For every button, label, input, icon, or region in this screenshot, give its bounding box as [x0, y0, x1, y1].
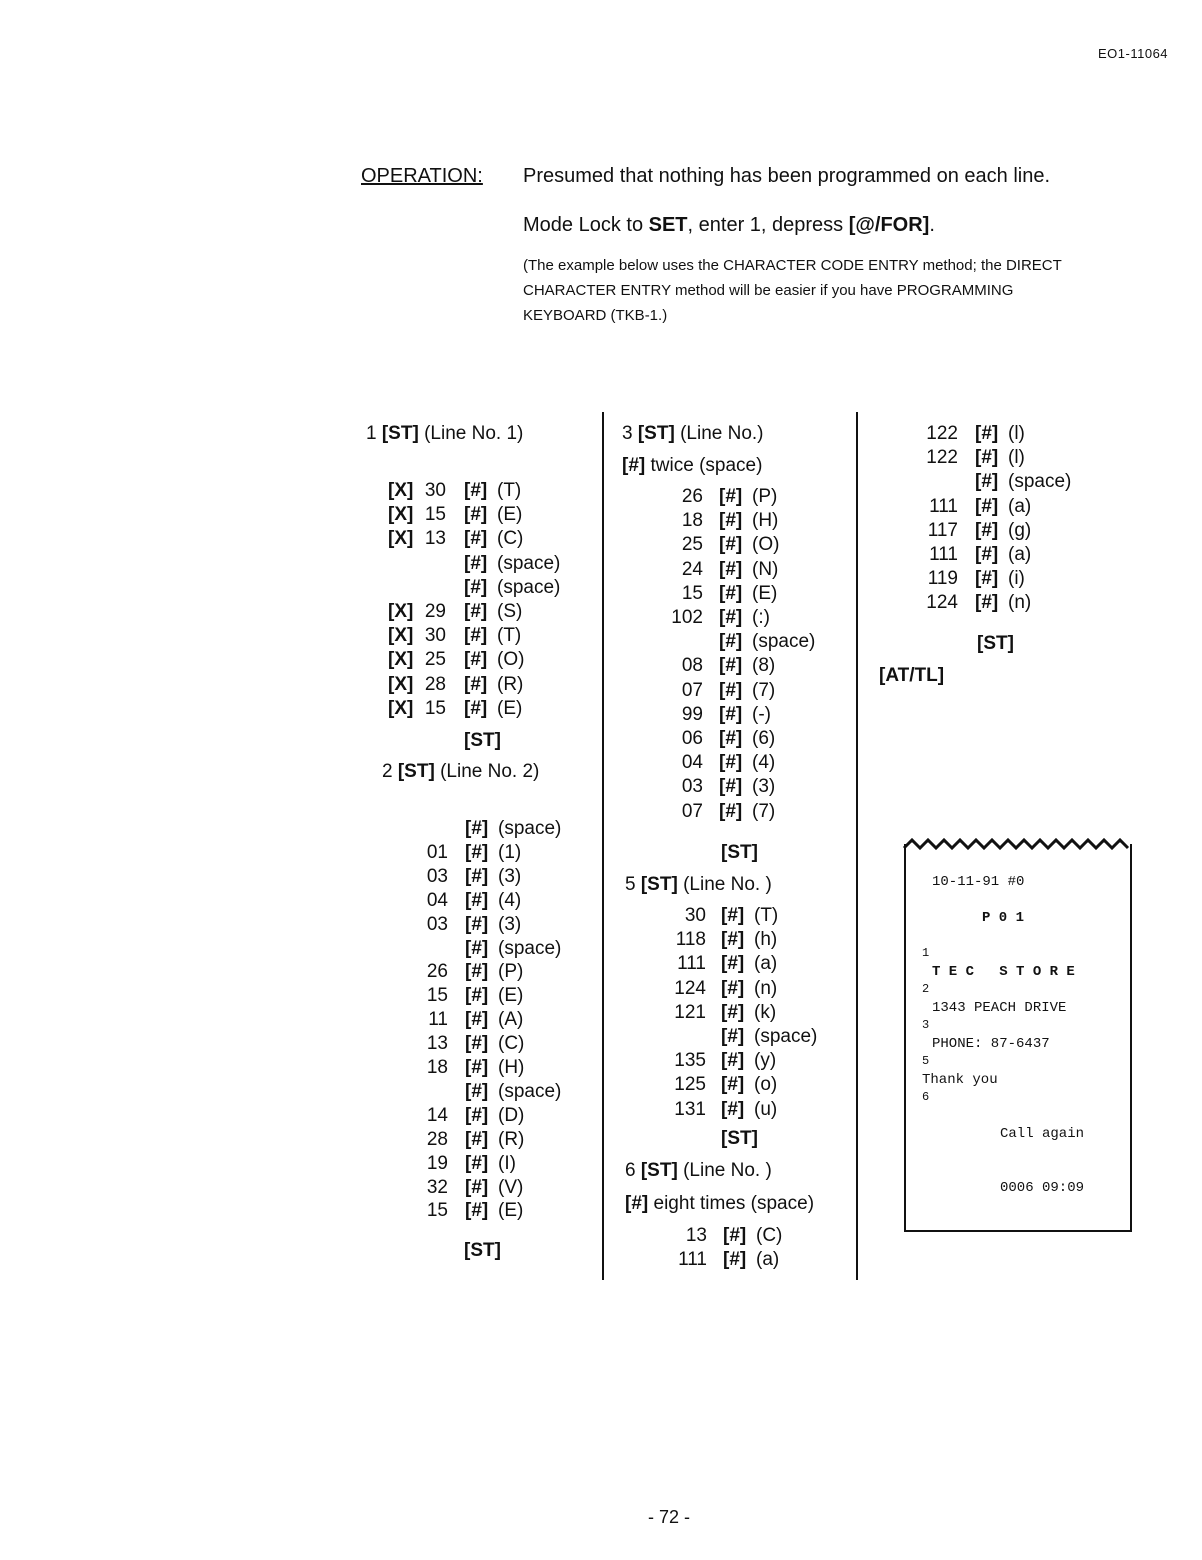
character-code: 25 — [424, 649, 446, 671]
character-code: 99 — [681, 703, 703, 725]
line-number: 3 — [622, 423, 633, 444]
character-code: 24 — [681, 558, 703, 580]
hash-key: [#] — [465, 1080, 489, 1102]
st-key: [ST] — [640, 874, 678, 895]
character-code: 131 — [674, 1098, 706, 1120]
character-code: 117 — [927, 519, 958, 541]
entry-row — [0, 1128, 525, 1152]
character-code: 28 — [426, 1128, 448, 1150]
character-code: 111 — [929, 495, 958, 517]
x-key: [X] — [388, 504, 414, 526]
hash-key: [#] — [465, 937, 489, 959]
character-code: 01 — [426, 841, 448, 863]
hash-key: [#] — [719, 510, 743, 532]
entry-row — [0, 1224, 783, 1248]
character-code: 03 — [426, 913, 448, 935]
character-code: 32 — [426, 1176, 448, 1198]
character-value: (l) — [1008, 447, 1025, 469]
at-tl-key: [AT/TL] — [879, 665, 945, 686]
character-value: (R) — [497, 673, 524, 695]
hash-key: [#] — [465, 865, 489, 887]
character-code: 15 — [424, 697, 446, 719]
character-value: (o) — [754, 1074, 778, 1096]
character-value: (6) — [752, 728, 776, 749]
character-value: (E) — [752, 582, 778, 604]
x-key: [X] — [388, 480, 414, 501]
character-value: (7) — [752, 679, 776, 701]
hash-key: [#] — [719, 703, 743, 725]
mode-instruction — [523, 214, 935, 237]
receipt-line-number: 1 — [922, 946, 930, 960]
character-value: (1) — [498, 841, 522, 863]
character-value: (4) — [498, 889, 522, 911]
mode-mid: , enter 1, depress — [687, 214, 849, 236]
character-value: (E) — [498, 985, 524, 1007]
character-value: (8) — [752, 655, 776, 677]
character-value: (R) — [498, 1128, 525, 1150]
eight-times-instruction — [625, 1192, 814, 1216]
character-code: 04 — [426, 889, 448, 911]
character-value: (4) — [752, 752, 776, 774]
hash-key: [#] — [465, 1033, 489, 1055]
character-value: (space) — [498, 937, 562, 959]
hash-key: [#] — [464, 649, 488, 671]
hash-key: [#] — [465, 913, 489, 935]
hash-key: [#] — [721, 953, 745, 975]
character-value: (g) — [1008, 519, 1032, 541]
hash-key: [#] — [719, 655, 743, 677]
character-value: (h) — [754, 929, 778, 951]
entry-row — [0, 1176, 524, 1200]
hash-key: [#] — [975, 568, 999, 590]
hash-key: [#] — [975, 495, 999, 517]
receipt-store: T E C S T O R E — [932, 964, 1075, 980]
receipt — [904, 844, 1132, 1232]
character-code: 18 — [681, 510, 703, 532]
character-code: 06 — [681, 728, 703, 749]
character-code: 15 — [681, 582, 703, 604]
character-code: 28 — [424, 673, 446, 695]
hash-key: [#] — [719, 679, 743, 701]
hash-key: [#] — [975, 592, 999, 614]
character-value: (S) — [497, 601, 523, 622]
character-code: 15 — [426, 1200, 448, 1222]
character-value: (a) — [756, 1249, 780, 1270]
hash-key: [#] — [719, 776, 743, 798]
character-value: (a) — [1008, 544, 1032, 565]
line1-header — [366, 422, 523, 446]
line2-header — [382, 760, 539, 784]
hash-key: [#] — [465, 961, 489, 983]
hash-key: [#] — [975, 519, 999, 541]
character-value: (7) — [752, 800, 776, 822]
character-value: (k) — [754, 1001, 777, 1023]
operation-text: Presumed that nothing has been programmed on each line. — [523, 165, 1051, 187]
hash-key: [#] — [721, 929, 745, 951]
hash-key: [#] — [464, 697, 488, 719]
method-note — [523, 253, 1123, 328]
x-key: [X] — [388, 528, 414, 550]
hash-key: [#] — [465, 841, 489, 863]
character-code: 26 — [681, 486, 703, 507]
hash-key: [#] — [719, 607, 743, 628]
receipt-line-number: 2 — [922, 982, 930, 996]
hash-key: [#] — [721, 1074, 745, 1096]
hash-key: [#] — [721, 1050, 745, 1072]
hash-key: [#] — [719, 752, 743, 774]
character-value: (T) — [497, 625, 522, 647]
hash-key: [#] — [465, 1176, 489, 1198]
character-value: (P) — [752, 486, 778, 507]
character-value: (T) — [497, 480, 522, 501]
document-id: EO1-11064 — [1098, 46, 1169, 61]
line-number: 1 — [366, 423, 377, 444]
character-code: 124 — [926, 592, 958, 614]
character-value: (C) — [756, 1225, 783, 1246]
line5-header — [625, 873, 772, 897]
character-value: (space) — [752, 631, 816, 653]
character-code: 135 — [674, 1050, 706, 1072]
line-number: 5 — [625, 874, 636, 895]
hash-key: [#] — [719, 558, 743, 580]
character-value: (P) — [498, 961, 524, 983]
note-line: KEYBOARD (TKB-1.) — [523, 307, 668, 324]
character-code: 111 — [929, 544, 958, 565]
character-value: (l) — [1008, 423, 1025, 444]
character-value: (T) — [754, 905, 779, 926]
column-divider — [602, 412, 604, 1280]
hash-key: [#] — [723, 1225, 747, 1246]
twice-instruction — [622, 454, 762, 478]
character-code: 13 — [426, 1033, 448, 1055]
entry-row — [0, 1199, 524, 1223]
character-code: 26 — [426, 961, 448, 983]
hash-key: [#] — [723, 1249, 747, 1270]
receipt-address: 1343 PEACH DRIVE — [932, 1000, 1067, 1016]
entry-row — [0, 841, 522, 865]
x-key: [X] — [388, 697, 414, 719]
character-code: 03 — [681, 776, 703, 798]
hash-key: [#] — [465, 1104, 489, 1126]
character-value: (space) — [1008, 471, 1072, 493]
character-value: (D) — [498, 1104, 525, 1126]
st-key: [ST] — [464, 1240, 501, 1261]
hash-key: [#] — [465, 1009, 489, 1031]
column-divider — [856, 412, 858, 1280]
st-key: [ST] — [721, 1128, 758, 1149]
character-value: (C) — [497, 528, 524, 550]
hash-key: [#] — [465, 985, 489, 1007]
page-number: - 72 - — [648, 1507, 691, 1527]
hash-key: [#] — [719, 631, 743, 653]
hash-key: [#] — [719, 728, 743, 749]
hash-key: [#] — [622, 455, 646, 476]
character-code: 111 — [677, 953, 706, 975]
character-code: 13 — [685, 1225, 707, 1246]
mode-set: SET — [648, 214, 688, 236]
x-key: [X] — [388, 649, 414, 671]
hash-key: [#] — [465, 1152, 489, 1174]
character-value: (n) — [1008, 592, 1032, 614]
receipt-line-number: 6 — [922, 1090, 930, 1104]
receipt-call-again: Call again — [1000, 1126, 1085, 1142]
character-code: 122 — [926, 447, 958, 469]
hash-key: [#] — [975, 471, 999, 493]
character-code: 121 — [674, 1001, 706, 1023]
character-value: (space) — [754, 1026, 818, 1047]
character-code: 07 — [681, 800, 703, 822]
character-value: (I) — [498, 1152, 516, 1174]
hash-key: [#] — [464, 673, 488, 695]
line6-header — [625, 1159, 772, 1183]
st-key: [ST] — [977, 633, 1014, 654]
hash-key: [#] — [464, 552, 488, 574]
character-value: (space) — [497, 576, 561, 598]
hash-key: [#] — [975, 447, 999, 469]
receipt-thank-you: Thank you — [922, 1072, 998, 1088]
entry-row — [0, 800, 776, 824]
st-key: [ST] — [637, 423, 675, 444]
eight-times-text: eight times (space) — [653, 1193, 815, 1214]
hash-key: [#] — [721, 1098, 745, 1120]
character-code: 30 — [424, 480, 446, 501]
character-value: (3) — [752, 776, 776, 798]
line-label: (Line No. ) — [683, 1160, 772, 1181]
character-value: (E) — [498, 1200, 524, 1222]
character-value: (y) — [754, 1050, 777, 1072]
character-code: 29 — [424, 601, 446, 622]
character-value: (i) — [1008, 568, 1025, 590]
hash-key: [#] — [975, 423, 999, 444]
hash-key: [#] — [719, 486, 743, 507]
character-value: (3) — [498, 865, 522, 887]
receipt-phone: PHONE: 87-6437 — [932, 1036, 1050, 1052]
st-key: [ST] — [640, 1160, 678, 1181]
character-code: 03 — [426, 865, 448, 887]
hash-key: [#] — [465, 818, 489, 839]
character-code: 25 — [681, 534, 703, 556]
mode-pre: Mode Lock to — [523, 214, 649, 236]
character-value: (3) — [498, 913, 522, 935]
hash-key: [#] — [464, 576, 488, 598]
hash-key: [#] — [464, 480, 488, 501]
character-value: (a) — [1008, 495, 1032, 517]
character-code: 04 — [681, 752, 703, 774]
receipt-line-number: 3 — [922, 1018, 930, 1032]
line3-header — [622, 422, 764, 446]
hash-key: [#] — [721, 905, 745, 926]
operation-label: OPERATION: — [361, 165, 483, 187]
x-key: [X] — [388, 601, 414, 622]
character-code: 19 — [426, 1152, 448, 1174]
character-code: 14 — [426, 1104, 448, 1126]
hash-key: [#] — [465, 889, 489, 911]
character-code: 118 — [675, 929, 706, 951]
character-value: (H) — [752, 510, 779, 532]
line-label: (Line No. 1) — [424, 423, 524, 444]
character-value: (u) — [754, 1098, 778, 1120]
character-value: (C) — [498, 1033, 525, 1055]
character-value: (:) — [752, 607, 770, 628]
hash-key: [#] — [465, 1128, 489, 1150]
line-label: (Line No. 2) — [440, 761, 540, 782]
line-label: (Line No.) — [680, 423, 764, 444]
character-value: (n) — [754, 977, 778, 999]
character-code: 07 — [681, 679, 703, 701]
character-code: 122 — [926, 423, 958, 444]
st-key: [ST] — [464, 730, 501, 751]
character-code: 13 — [424, 528, 446, 550]
st-key: [ST] — [397, 761, 435, 782]
character-code: 11 — [428, 1009, 448, 1031]
hash-key: [#] — [721, 1026, 745, 1047]
character-value: (N) — [752, 558, 779, 580]
hash-key: [#] — [464, 601, 488, 622]
hash-key: [#] — [719, 534, 743, 556]
hash-key: [#] — [719, 582, 743, 604]
character-value: (E) — [497, 504, 523, 526]
character-code: 30 — [684, 905, 706, 926]
character-value: (O) — [752, 534, 780, 556]
receipt-date: 10-11-91 #0 — [932, 874, 1025, 890]
mode-end: . — [929, 214, 935, 236]
hash-key: [#] — [719, 800, 743, 822]
character-code: 08 — [681, 655, 703, 677]
character-code: 119 — [927, 568, 958, 590]
character-code: 18 — [426, 1057, 448, 1078]
hash-key: [#] — [625, 1193, 649, 1214]
entry-row — [0, 1152, 516, 1176]
receipt-footer: 0006 09:09 — [1000, 1180, 1085, 1196]
character-value: (a) — [754, 953, 778, 975]
mode-key: [@/FOR] — [848, 214, 930, 236]
receipt-line-number: 5 — [922, 1054, 930, 1068]
character-code: 102 — [671, 607, 703, 628]
receipt-p01: P 0 1 — [982, 910, 1025, 926]
character-value: (E) — [497, 697, 523, 719]
hash-key: [#] — [975, 544, 999, 565]
st-key: [ST] — [721, 842, 758, 863]
character-code: 15 — [424, 504, 446, 526]
character-code: 124 — [674, 977, 706, 999]
hash-key: [#] — [464, 528, 488, 550]
character-value: (A) — [498, 1009, 524, 1031]
x-key: [X] — [388, 625, 414, 647]
line-number: 6 — [625, 1160, 636, 1181]
character-value: (space) — [497, 552, 561, 574]
line-label: (Line No. ) — [683, 874, 772, 895]
hash-key: [#] — [464, 504, 488, 526]
note-line: CHARACTER ENTRY method will be easier if you have PROGRAMMING — [523, 282, 1014, 299]
character-value: (H) — [498, 1057, 525, 1078]
hash-key: [#] — [465, 1200, 489, 1222]
hash-key: [#] — [721, 977, 745, 999]
hash-key: [#] — [721, 1001, 745, 1023]
entry-row — [0, 865, 522, 889]
line-number: 2 — [382, 761, 393, 782]
character-value: (-) — [752, 703, 771, 725]
character-value: (V) — [498, 1176, 524, 1198]
twice-text: twice (space) — [650, 455, 763, 476]
note-line: (The example below uses the CHARACTER CODE ENTRY method; the DIRECT — [523, 257, 1062, 274]
x-key: [X] — [388, 673, 414, 695]
hash-key: [#] — [464, 625, 488, 647]
st-key: [ST] — [381, 423, 419, 444]
character-code: 30 — [424, 625, 446, 647]
character-value: (O) — [497, 649, 525, 671]
character-code: 125 — [674, 1074, 706, 1096]
hash-key: [#] — [465, 1057, 489, 1078]
character-code: 15 — [426, 985, 448, 1007]
character-code: 111 — [678, 1249, 707, 1270]
entry-row — [0, 775, 776, 799]
character-value: (space) — [498, 1080, 562, 1102]
character-value: (space) — [498, 818, 562, 839]
